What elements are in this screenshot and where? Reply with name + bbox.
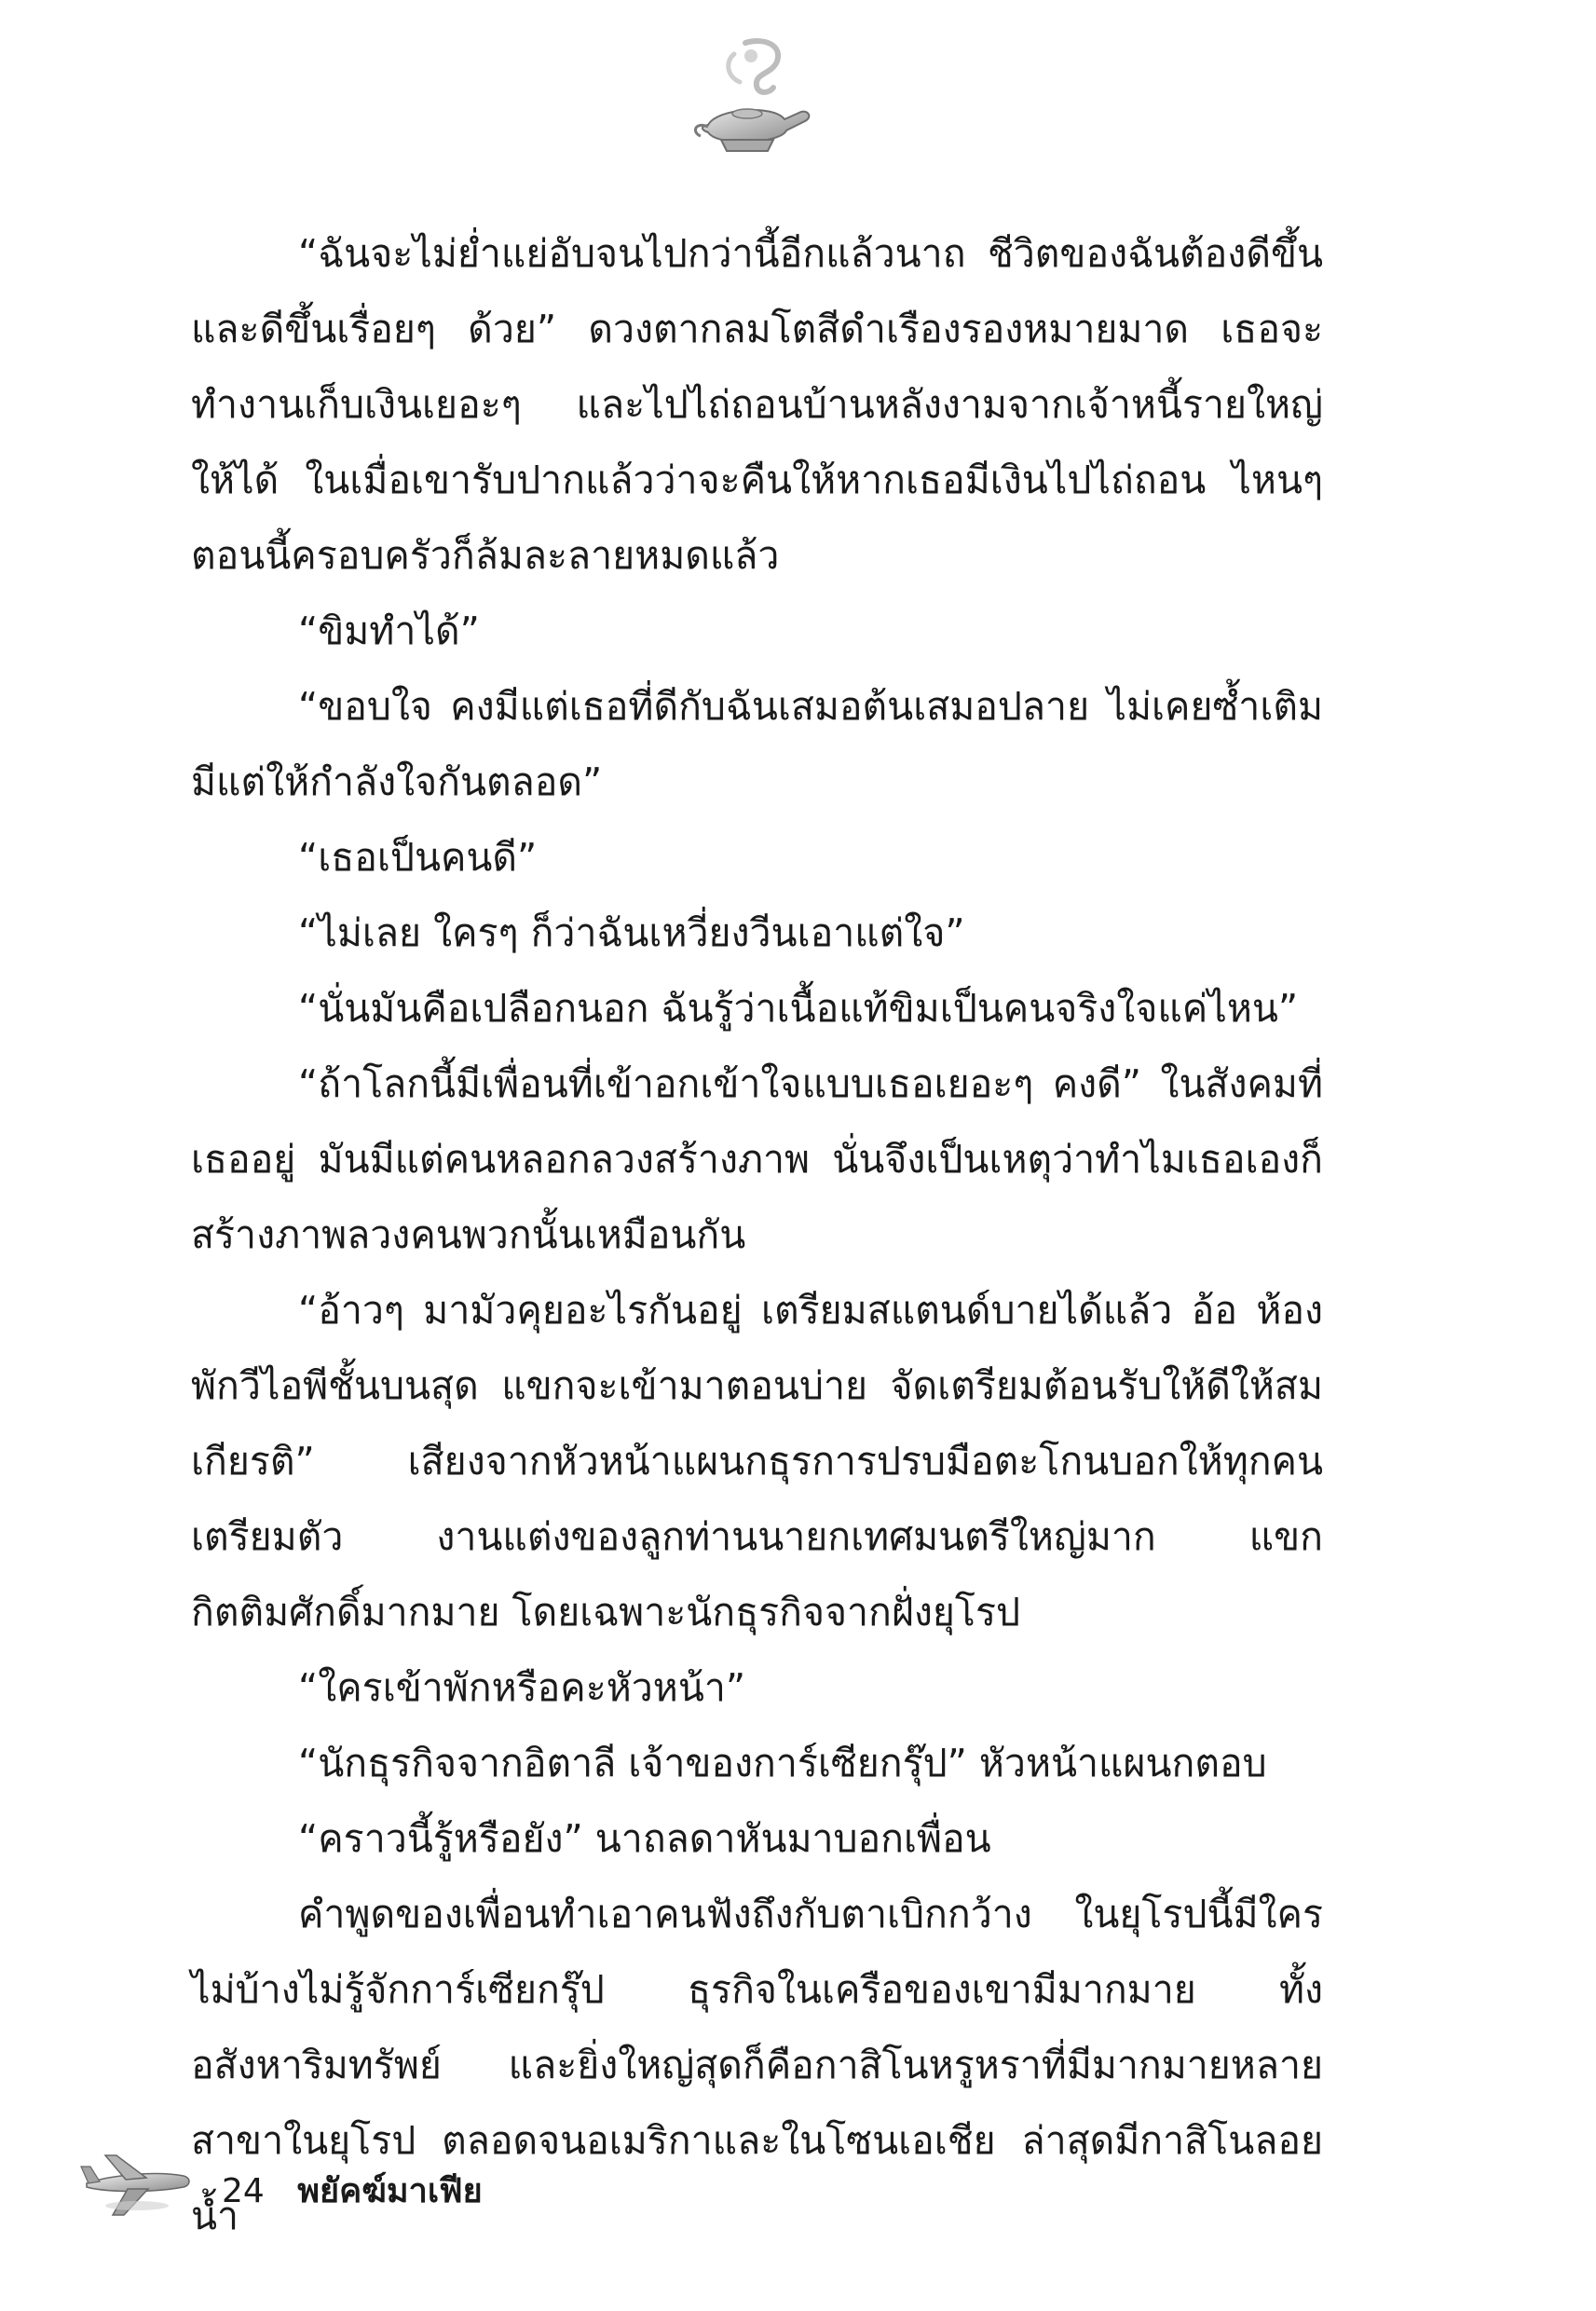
- paragraph: “นักธุรกิจจากอิตาลี เจ้าของการ์เซียกรุ๊ป” หัวหน้าแผนกตอบ: [298, 1741, 1267, 1785]
- body-text: [191, 216, 1323, 2254]
- paragraph: “ขอบใจ คงมีแต่เธอที่ดีกับฉันเสมอต้นเสมอปลาย ไม่เคยซ้ำเติม มีแต่ให้กำลังใจกันตลอด”: [191, 684, 1323, 804]
- paragraph: “นั่นมันคือเปลือกนอก ฉันรู้ว่าเนื้อแท้ขิมเป็นคนจริงใจแค่ไหน”: [298, 986, 1299, 1031]
- genie-lamp-icon: [680, 35, 820, 166]
- paragraph: “ใครเข้าพักหรือคะหัวหน้า”: [298, 1665, 746, 1710]
- paragraph: “อ้าวๆ มามัวคุยอะไรกันอยู่ เตรียมสแตนด์บายได้แล้ว อ้อ ห้องพักวีไอพีชั้นบนสุด แขกจะเข้ามาตอนบ่าย จัดเตรียมต้อนรับให้ดีให้สมเกียรติ” เสียงจากหัวหน้าแผนกธุรการปรบมือตะโกนบอกให้ทุกคนเตรียมตัว งานแต่งของลูกท่านนายกเทศมนตรีใหญ่มาก แขกกิตติมศักดิ์มากมาย โดยเฉพาะนักธุรกิจจากฝั่งยุโรป: [191, 1288, 1323, 1634]
- paragraph: คำพูดของเพื่อนทำเอาคนฟังถึงกับตาเบิกกว้าง ในยุโรปนี้มีใครไม่บ้างไม่รู้จักการ์เซียกรุ๊ป ธุรกิจในเครือของเขามีมากมาย ทั้งอสังหาริมทรัพย์ และยิ่งใหญ่สุดก็คือกาสิโนหรูหราที่มีมากมายหลายสาขาในยุโรป ตลอดจนอเมริกาและในโซนเอเชีย ล่าสุดมีกาสิโนลอยน้ำ: [191, 1892, 1323, 2238]
- paragraph: “ถ้าโลกนี้มีเพื่อนที่เข้าอกเข้าใจแบบเธอเยอะๆ คงดี” ในสังคมที่เธออยู่ มันมีแต่คนหลอกลวงสร้างภาพ นั่นจึงเป็นเหตุว่าทำไมเธอเองก็สร้างภาพลวงคนพวกนั้นเหมือนกัน: [191, 1061, 1323, 1257]
- paragraph: “เธอเป็นคนดี”: [298, 835, 538, 880]
- paragraph: “ฉันจะไม่ย่ำแย่อับจนไปกว่านี้อีกแล้วนาถ ชีวิตของฉันต้องดีขึ้นและดีขึ้นเรื่อยๆ ด้วย” ดวงตากลมโตสีดำเรืองรองหมายมาด เธอจะทำงานเก็บเงินเยอะๆ และไปไถ่ถอนบ้านหลังงามจากเจ้าหนี้รายใหญ่ให้ได้ ในเมื่อเขารับปากแล้วว่าจะคืนให้หากเธอมีเงินไปไถ่ถอน ไหนๆ ตอนนี้ครอบครัวก็ล้มละลายหมดแล้ว: [191, 231, 1323, 578]
- airplane-icon: [79, 2139, 196, 2222]
- paragraph: “ไม่เลย ใครๆ ก็ว่าฉันเหวี่ยงวีนเอาแต่ใจ”: [298, 910, 965, 955]
- page-footer: [222, 2164, 483, 2217]
- paragraph: “คราวนี้รู้หรือยัง” นาถลดาหันมาบอกเพื่อน: [298, 1816, 991, 1861]
- paragraph: “ขิมทำได้”: [298, 609, 480, 653]
- page-number: 24: [222, 2172, 265, 2210]
- book-title: พยัคฆ์มาเฟีย: [297, 2172, 483, 2210]
